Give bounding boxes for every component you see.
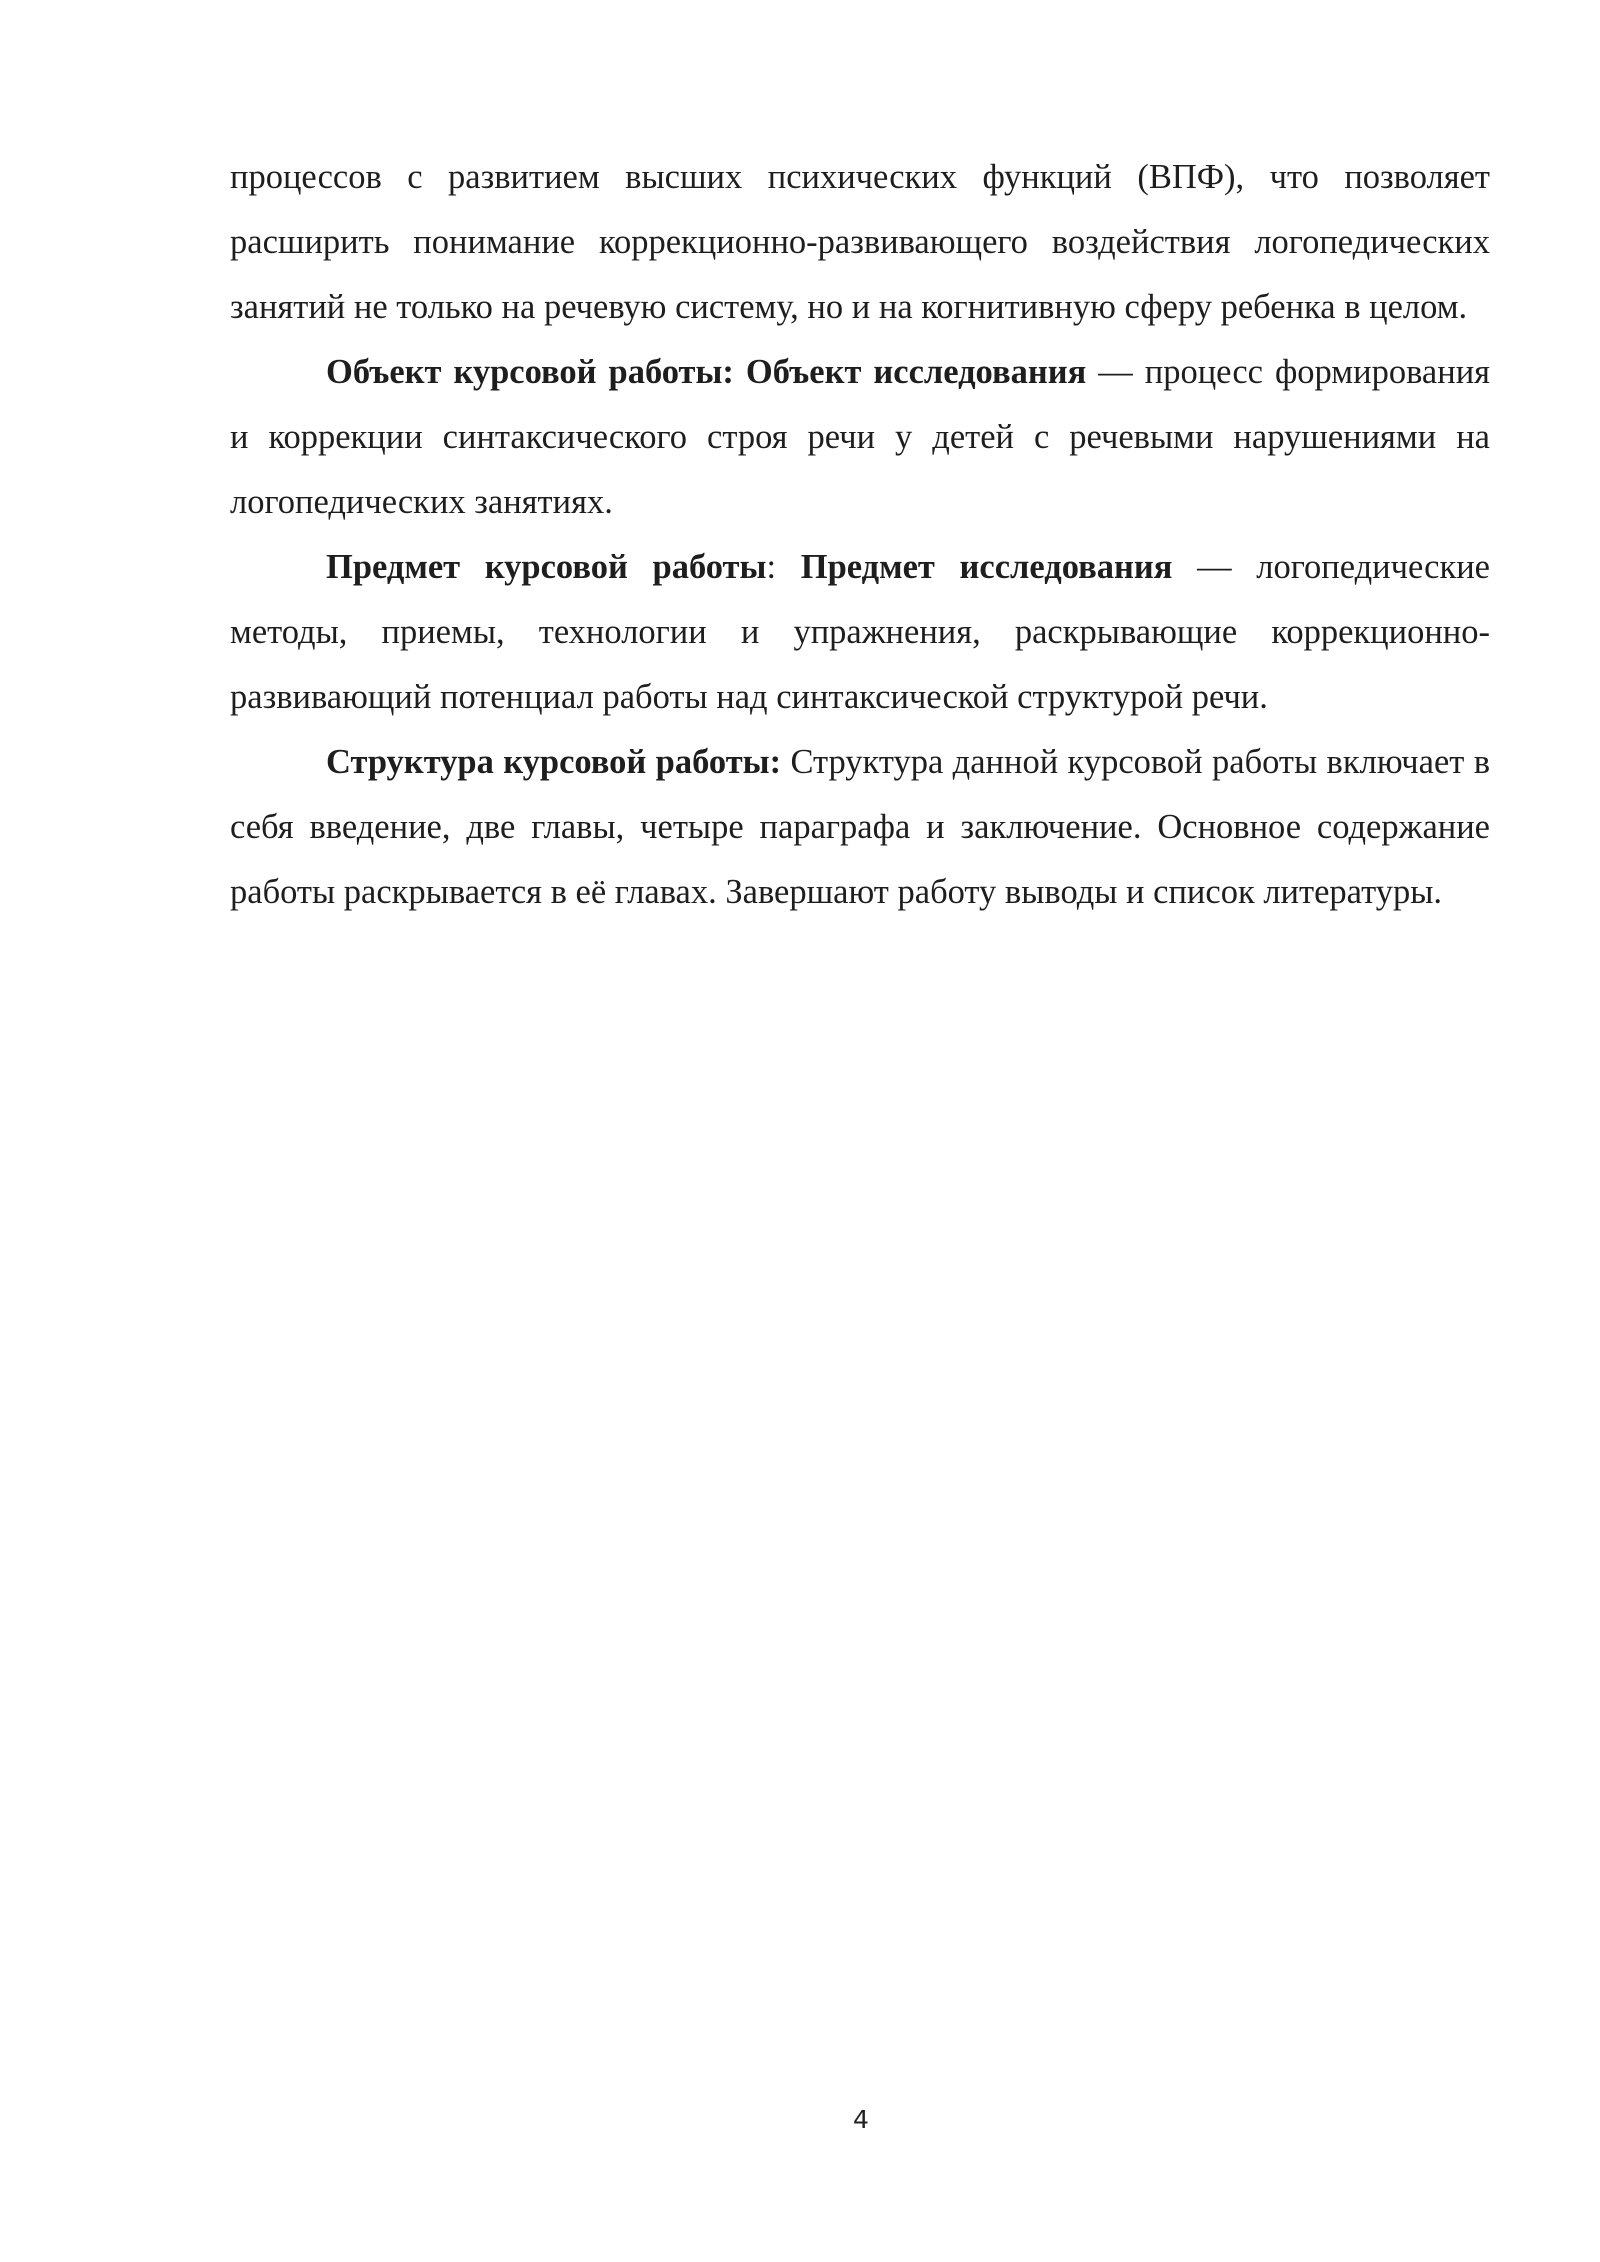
object-description: — процесс формирования и коррекции синтаксического строя речи у детей с речевыми нарушениями на логопедических занятиях. [230,353,1491,521]
page-number: 4 [853,2105,869,2134]
subject-of-research-label: Предмет исследования [800,548,1173,586]
structure-description: Структура данной курсовой работы включает в себя введение, две главы, четыре параграфа и заключение. Основное содержание работы раскрывается в её главах. Завершают работу выводы и список литературы. [230,743,1491,911]
subject-separator: : [766,548,801,586]
subject-heading: Предмет курсовой работы [326,548,767,586]
structure-heading: Структура курсовой работы: [326,743,782,781]
paragraph-object [230,340,1490,535]
subject-description: — логопедические методы, приемы, технологии и упражнения, раскрывающие коррекционно-развивающий потенциал работы над синтаксической структурой речи. [230,548,1490,716]
paragraph-structure [230,730,1490,925]
document-body [230,145,1490,925]
paragraph-vpf-continuation [230,145,1490,340]
paragraph-text: процессов с развитием высших психических функций (ВПФ), что позволяет расширить понимание коррекционно-развивающего воздействия логопедических занятий не только на речевую систему, но и на когнитивную сферу ребенка в целом. [230,158,1490,326]
object-heading: Объект курсовой работы: [326,353,734,391]
paragraph-subject [230,535,1490,730]
object-of-research-label: Объект исследования [745,353,1087,391]
